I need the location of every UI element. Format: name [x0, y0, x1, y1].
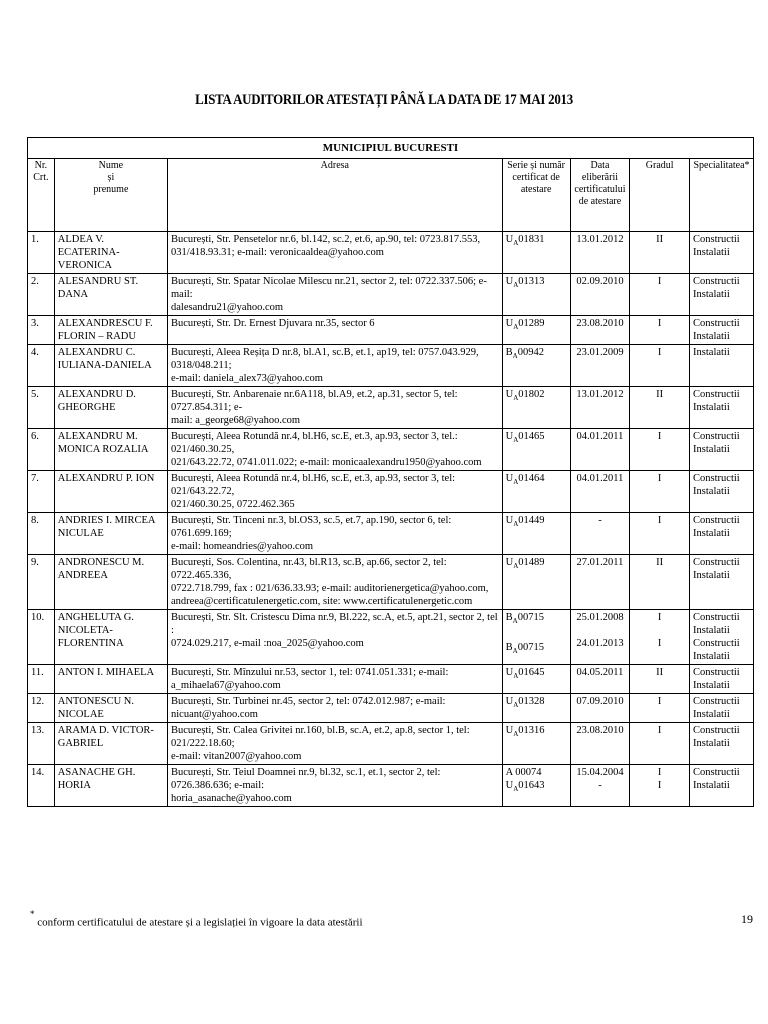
- row-number: 11.: [28, 665, 55, 694]
- grade: I I: [630, 765, 690, 807]
- certificate-serial: $U_A01464$: [502, 471, 570, 513]
- page-title: LISTA AUDITORILOR ATESTAȚI PÂNĂ LA DATA DE 17 MAI 2013: [195, 92, 573, 108]
- auditor-name: ALEXANDRU P. ION: [54, 471, 167, 513]
- table-row: [28, 694, 754, 723]
- specialty: Constructii Instalatii: [690, 232, 754, 274]
- header-data: Data eliberării certificatului de atestare: [570, 159, 630, 232]
- row-number: 12.: [28, 694, 55, 723]
- table-body: [28, 232, 754, 807]
- row-number: 13.: [28, 723, 55, 765]
- certificate-serial: $B_A00942$: [502, 345, 570, 387]
- specialty: Constructii Instalatii Constructii Instalatii: [690, 610, 754, 665]
- certificate-serial: $U_A01313$: [502, 274, 570, 316]
- specialty: Constructii Instalatii: [690, 555, 754, 610]
- specialty: Constructii Instalatii: [690, 513, 754, 555]
- issue-date: -: [570, 513, 630, 555]
- auditor-address: București, Str. Pensetelor nr.6, bl.142, sc.2, et.6, ap.90, tel: 0723.817.553, 031/418.93.31; e-mail: veronicaaldea@yahoo.com: [168, 232, 503, 274]
- footnote-text: conform certificatului de atestare și a legislației în vigoare la data atestării: [37, 916, 363, 929]
- header-spec: Specialitatea*: [690, 159, 754, 232]
- table-row: [28, 610, 754, 665]
- certificate-serial: $U_A01645$: [502, 665, 570, 694]
- table-row: [28, 345, 754, 387]
- issue-date: 04.05.2011: [570, 665, 630, 694]
- auditor-name: ALEXANDRU C. IULIANA-DANIELA: [54, 345, 167, 387]
- grade: I I: [630, 610, 690, 665]
- specialty: Instalatii: [690, 345, 754, 387]
- table-row: [28, 765, 754, 807]
- section-header: MUNICIPIUL BUCURESTI: [28, 138, 754, 159]
- header-serie: Serie și număr certificat de atestare: [502, 159, 570, 232]
- issue-date: 15.04.2004 -: [570, 765, 630, 807]
- certificate-serial: $U_A01289$: [502, 316, 570, 345]
- specialty: Constructii Instalatii: [690, 274, 754, 316]
- specialty: Constructii Instalatii: [690, 723, 754, 765]
- certificate-serial: $B_A00715$ $B_A00715$: [502, 610, 570, 665]
- auditor-name: ANTONESCU N. NICOLAE: [54, 694, 167, 723]
- auditor-name: ANTON I. MIHAELA: [54, 665, 167, 694]
- row-number: 7.: [28, 471, 55, 513]
- issue-date: 23.01.2009: [570, 345, 630, 387]
- row-number: 8.: [28, 513, 55, 555]
- auditor-name: ALEXANDRU M. MONICA ROZALIA: [54, 429, 167, 471]
- certificate-serial: $U_A01449$: [502, 513, 570, 555]
- header-grad: Gradul: [630, 159, 690, 232]
- page-number: 19: [741, 912, 753, 926]
- grade: I: [630, 513, 690, 555]
- certificate-serial: $U_A01802$: [502, 387, 570, 429]
- issue-date: 25.01.2008 24.01.2013: [570, 610, 630, 665]
- auditor-name: ALDEA V. ECATERINA- VERONICA: [54, 232, 167, 274]
- auditor-name: ALEXANDRESCU F. FLORIN – RADU: [54, 316, 167, 345]
- certificate-serial: $U_A01489$: [502, 555, 570, 610]
- auditor-address: București, Aleea Rotundă nr.4, bl.H6, sc.E, et.3, ap.93, sector 3, tel: 021/643.22.72, 021/460.30.25, 0722.462.365: [168, 471, 503, 513]
- issue-date: 04.01.2011: [570, 471, 630, 513]
- certificate-serial: $U_A01328$: [502, 694, 570, 723]
- column-headers: [28, 159, 754, 232]
- certificate-serial: $U_A01831$: [502, 232, 570, 274]
- auditor-address: București, Str. Turbinei nr.45, sector 2, tel: 0742.012.987; e-mail: nicuant@yahoo.com: [168, 694, 503, 723]
- auditor-name: ALEXANDRU D. GHEORGHE: [54, 387, 167, 429]
- specialty: Constructii Instalatii: [690, 694, 754, 723]
- table-row: [28, 665, 754, 694]
- auditors-table: [27, 137, 754, 807]
- table-row: [28, 555, 754, 610]
- issue-date: 02.09.2010: [570, 274, 630, 316]
- specialty: Constructii Instalatii: [690, 429, 754, 471]
- auditor-address: București, Str. Tinceni nr.3, bl.OS3, sc.5, et.7, ap.190, sector 6, tel: 0761.699.169; e-mail: homeandries@yahoo.com: [168, 513, 503, 555]
- grade: II: [630, 232, 690, 274]
- issue-date: 07.09.2010: [570, 694, 630, 723]
- footnote: [30, 909, 363, 929]
- specialty: Constructii Instalatii: [690, 387, 754, 429]
- row-number: 9.: [28, 555, 55, 610]
- auditor-address: București, Str. Calea Grivitei nr.160, bl.B, sc.A, et.2, ap.8, sector 1, tel: 021/222.18.60; e-mail: vitan2007@yahoo.com: [168, 723, 503, 765]
- auditor-address: București, Str. Slt. Cristescu Dima nr.9, Bl.222, sc.A, et.5, apt.21, sector 2, tel : 0724.029.217, e-mail :noa_2025@yahoo.com: [168, 610, 503, 665]
- auditor-address: București, Aleea Reșița D nr.8, bl.A1, sc.B, et.1, ap19, tel: 0757.043.929, 0318/048.211; e-mail: daniela_alex73@yahoo.com: [168, 345, 503, 387]
- table-row: [28, 723, 754, 765]
- specialty: Constructii Instalatii: [690, 765, 754, 807]
- auditor-name: ANGHELUTA G. NICOLETA- FLORENTINA: [54, 610, 167, 665]
- row-number: 6.: [28, 429, 55, 471]
- table-row: [28, 429, 754, 471]
- certificate-serial: A 00074 $U_A01643$: [502, 765, 570, 807]
- table-row: [28, 232, 754, 274]
- certificate-serial: $U_A01465$: [502, 429, 570, 471]
- table-row: [28, 274, 754, 316]
- issue-date: 23.08.2010: [570, 723, 630, 765]
- row-number: 10.: [28, 610, 55, 665]
- grade: I: [630, 694, 690, 723]
- issue-date: 23.08.2010: [570, 316, 630, 345]
- grade: II: [630, 555, 690, 610]
- auditor-name: ANDRIES I. MIRCEA NICULAE: [54, 513, 167, 555]
- row-number: 14.: [28, 765, 55, 807]
- issue-date: 13.01.2012: [570, 387, 630, 429]
- row-number: 4.: [28, 345, 55, 387]
- issue-date: 13.01.2012: [570, 232, 630, 274]
- auditor-address: București, Str. Anbarenaie nr.6A118, bl.A9, et.2, ap.31, sector 5, tel: 0727.854.311; e- mail: a_george68@yahoo.com: [168, 387, 503, 429]
- row-number: 3.: [28, 316, 55, 345]
- row-number: 1.: [28, 232, 55, 274]
- auditor-name: ARAMA D. VICTOR- GABRIEL: [54, 723, 167, 765]
- header-nr: Nr. Crt.: [28, 159, 55, 232]
- auditor-name: ALESANDRU ST. DANA: [54, 274, 167, 316]
- grade: I: [630, 471, 690, 513]
- auditor-address: București, Str. Mînzului nr.53, sector 1, tel: 0741.051.331; e-mail: a_mihaela67@yahoo.com: [168, 665, 503, 694]
- table-row: [28, 316, 754, 345]
- auditor-address: București, Str. Dr. Ernest Djuvara nr.35, sector 6: [168, 316, 503, 345]
- grade: I: [630, 723, 690, 765]
- grade: I: [630, 345, 690, 387]
- table-row: [28, 471, 754, 513]
- specialty: Constructii Instalatii: [690, 665, 754, 694]
- table-row: [28, 387, 754, 429]
- table-row: [28, 513, 754, 555]
- certificate-serial: $U_A01316$: [502, 723, 570, 765]
- grade: I: [630, 274, 690, 316]
- row-number: 2.: [28, 274, 55, 316]
- grade: II: [630, 387, 690, 429]
- header-address: Adresa: [168, 159, 503, 232]
- auditor-address: București, Aleea Rotundă nr.4, bl.H6, sc.E, et.3, ap.93, sector 3, tel.: 021/460.30.25, 021/643.22.72, 0741.011.022; e-mail: monicaalexandru1950@yahoo.com: [168, 429, 503, 471]
- specialty: Constructii Instalatii: [690, 471, 754, 513]
- auditor-address: București, Str. Spatar Nicolae Milescu nr.21, sector 2, tel: 0722.337.506; e-mail: dalesandru21@yahoo.com: [168, 274, 503, 316]
- issue-date: 27.01.2011: [570, 555, 630, 610]
- header-name: Nume și prenume: [54, 159, 167, 232]
- footnote-star: *: [30, 909, 35, 919]
- auditor-name: ASANACHE GH. HORIA: [54, 765, 167, 807]
- grade: I: [630, 429, 690, 471]
- grade: II: [630, 665, 690, 694]
- issue-date: 04.01.2011: [570, 429, 630, 471]
- auditor-name: ANDRONESCU M. ANDREEA: [54, 555, 167, 610]
- auditor-address: București, Str. Teiul Doamnei nr.9, bl.32, sc.1, et.1, sector 2, tel: 0726.386.636; e-mail: horia_asanache@yahoo.com: [168, 765, 503, 807]
- specialty: Constructii Instalatii: [690, 316, 754, 345]
- grade: I: [630, 316, 690, 345]
- auditor-address: București, Sos. Colentina, nr.43, bl.R13, sc.B, ap.66, sector 2, tel: 0722.465.336, 0722.718.799, fax : 021/636.33.93; e-mail: auditorienergetica@yahoo.com, andreea@certificatulenergetic.com, site: www.certificatulenergetic.com: [168, 555, 503, 610]
- row-number: 5.: [28, 387, 55, 429]
